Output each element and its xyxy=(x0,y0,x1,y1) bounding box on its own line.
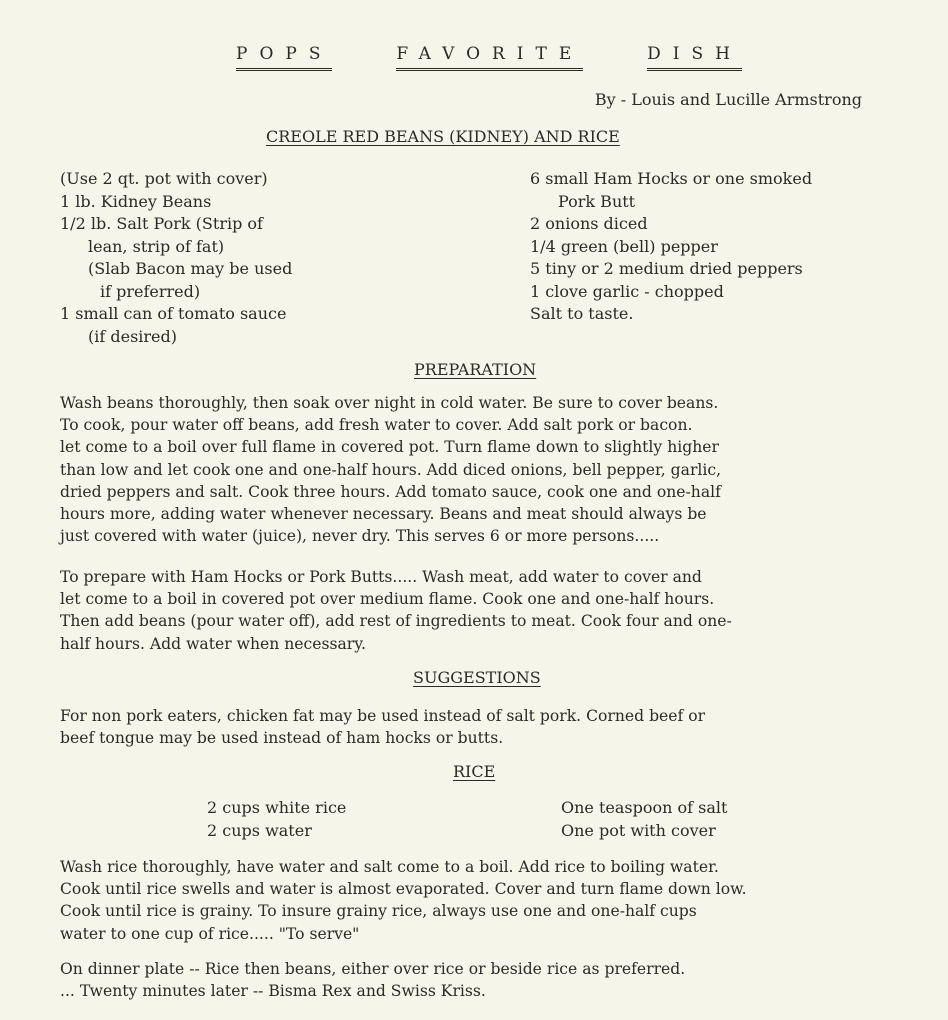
ingredient-line: 2 cups white rice xyxy=(207,798,347,817)
text-line: On dinner plate -- Rice then beans, either over rice or beside rice as preferred. xyxy=(60,960,686,978)
title-word-3: DISH xyxy=(647,42,742,71)
text-line: Cook until rice is grainy. To insure grainy rice, always use one and one-half cups xyxy=(60,902,697,921)
title-word-1: POPS xyxy=(236,42,332,71)
ingredient-line: 1 small can of tomato sauce xyxy=(60,304,287,323)
ingredient-line: Pork Butt xyxy=(558,191,636,211)
text-line: let come to a boil in covered pot over medium flame. Cook one and one-half hours. xyxy=(60,590,715,609)
ingredient-line: lean, strip of fat) xyxy=(88,236,225,256)
ingredient-line: 2 onions diced xyxy=(530,214,648,233)
ingredient-line: if preferred) xyxy=(100,281,201,301)
ingredient-line: 2 cups water xyxy=(207,820,312,840)
text-line: For non pork eaters, chicken fat may be used instead of salt pork. Corned beef or xyxy=(60,707,706,725)
text-line: ... Twenty minutes later -- Bisma Rex and Swiss Kriss. xyxy=(60,982,486,1001)
ingredient-line: 1 clove garlic - chopped xyxy=(530,281,724,301)
text-line: Wash beans thoroughly, then soak over night in cold water. Be sure to cover beans. xyxy=(60,394,719,412)
ingredients-right xyxy=(530,168,812,326)
text-line: water to one cup of rice..... "To serve" xyxy=(60,924,360,943)
preparation-paragraph-1 xyxy=(60,392,916,547)
text-line: dried peppers and salt. Cook three hours. Add tomato sauce, cook one and one-half xyxy=(60,482,721,501)
text-line: Then add beans (pour water off), add rest of ingredients to meat. Cook four and one- xyxy=(60,612,732,631)
ingredient-line: (Use 2 qt. pot with cover) xyxy=(60,169,268,188)
ingredients-left xyxy=(60,168,292,348)
text-line: hours more, adding water whenever necessary. Beans and meat should always be xyxy=(60,505,707,524)
ingredient-line: 1/2 lb. Salt Pork (Strip of xyxy=(60,214,263,233)
text-line: Cook until rice swells and water is almost evaporated. Cover and turn flame down low. xyxy=(60,880,747,899)
ingredient-line: 6 small Ham Hocks or one smoked xyxy=(530,169,813,188)
recipe-heading: CREOLE RED BEANS (KIDNEY) AND RICE xyxy=(266,127,620,146)
rice-paragraph-1 xyxy=(60,856,916,945)
text-line: Wash rice thoroughly, have water and salt come to a boil. Add rice to boiling water. xyxy=(60,858,719,876)
ingredient-line: One pot with cover xyxy=(561,820,716,840)
rice-ingredients-left xyxy=(207,797,346,842)
ingredient-line: 1 lb. Kidney Beans xyxy=(60,191,212,211)
suggestions-heading: SUGGESTIONS xyxy=(413,668,541,687)
page-title xyxy=(236,42,742,71)
text-line: let come to a boil over full flame in covered pot. Turn flame down to slightly higher xyxy=(60,438,719,457)
text-line: than low and let cook one and one-half hours. Add diced onions, bell pepper, garlic, xyxy=(60,460,722,479)
preparation-paragraph-2 xyxy=(60,566,916,655)
text-line: To cook, pour water off beans, add fresh water to cover. Add salt pork or bacon. xyxy=(60,416,693,435)
text-line: just covered with water (juice), never dry. This serves 6 or more persons..... xyxy=(60,527,660,546)
ingredient-line: (if desired) xyxy=(88,326,178,346)
suggestions-paragraph xyxy=(60,705,916,749)
ingredient-line: (Slab Bacon may be used xyxy=(88,259,293,278)
rice-paragraph-2 xyxy=(60,958,916,1002)
text-line: beef tongue may be used instead of ham hocks or butts. xyxy=(60,729,504,748)
preparation-heading: PREPARATION xyxy=(414,360,537,379)
ingredient-line: Salt to taste. xyxy=(530,304,634,323)
title-word-2: FAVORITE xyxy=(396,42,583,71)
rice-ingredients-right xyxy=(561,797,727,842)
ingredient-line: 1/4 green (bell) pepper xyxy=(530,236,718,256)
text-line: half hours. Add water when necessary. xyxy=(60,634,366,653)
text-line: To prepare with Ham Hocks or Pork Butts..... Wash meat, add water to cover and xyxy=(60,568,702,586)
rice-heading: RICE xyxy=(453,762,496,781)
byline: By - Louis and Lucille Armstrong xyxy=(594,90,862,109)
ingredient-line: 5 tiny or 2 medium dried peppers xyxy=(530,259,803,278)
ingredient-line: One teaspoon of salt xyxy=(561,798,728,817)
